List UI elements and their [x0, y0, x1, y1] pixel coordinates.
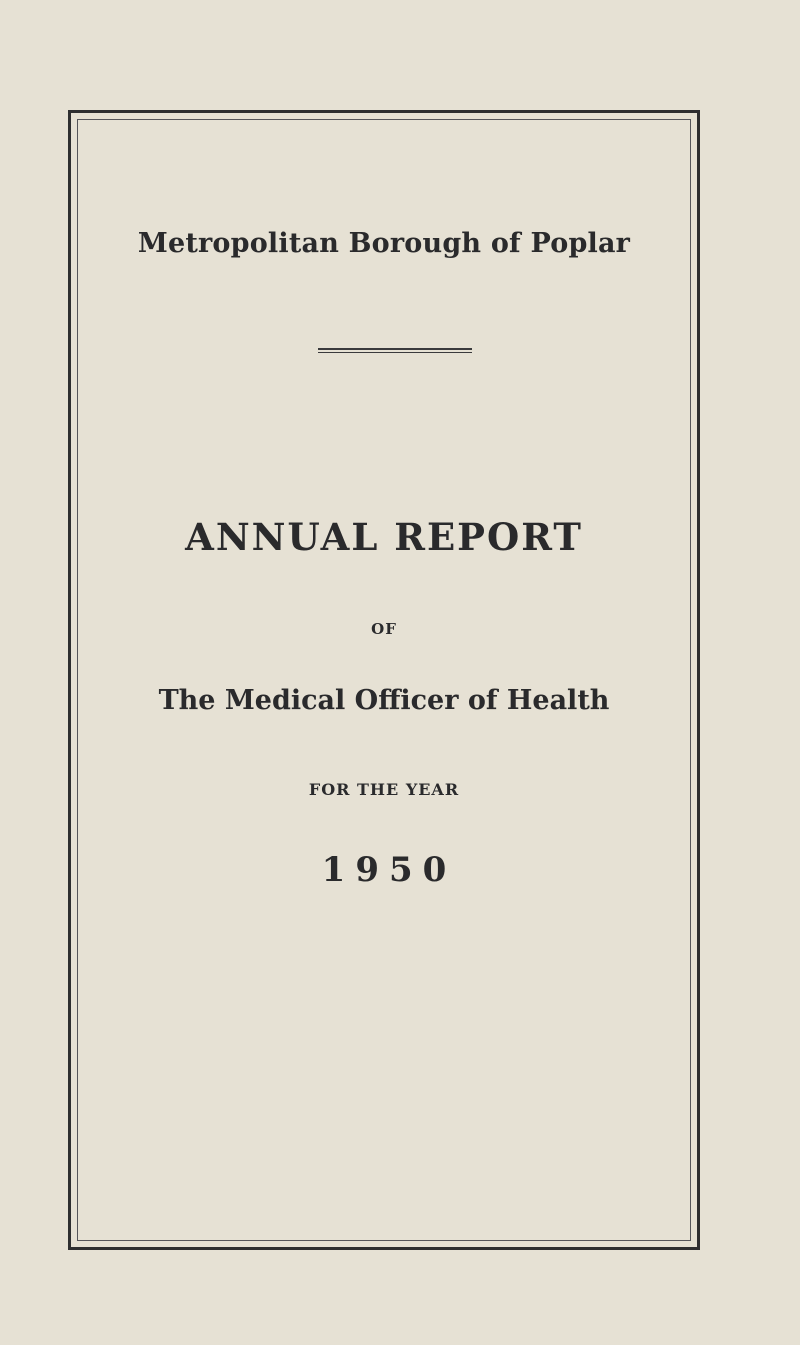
borough-heading: Metropolitan Borough of Poplar: [137, 228, 631, 259]
divider-rule-thin: [318, 352, 472, 353]
report-title: ANNUAL REPORT: [185, 515, 583, 559]
cover-inner-border: [77, 119, 691, 1241]
of-label: OF: [371, 620, 397, 638]
for-the-year-label: FOR THE YEAR: [308, 780, 460, 799]
divider-rule: [318, 348, 472, 350]
officer-title: The Medical Officer of Health: [158, 685, 610, 716]
report-year: 1950: [321, 850, 457, 890]
cover-border: [68, 110, 700, 1250]
